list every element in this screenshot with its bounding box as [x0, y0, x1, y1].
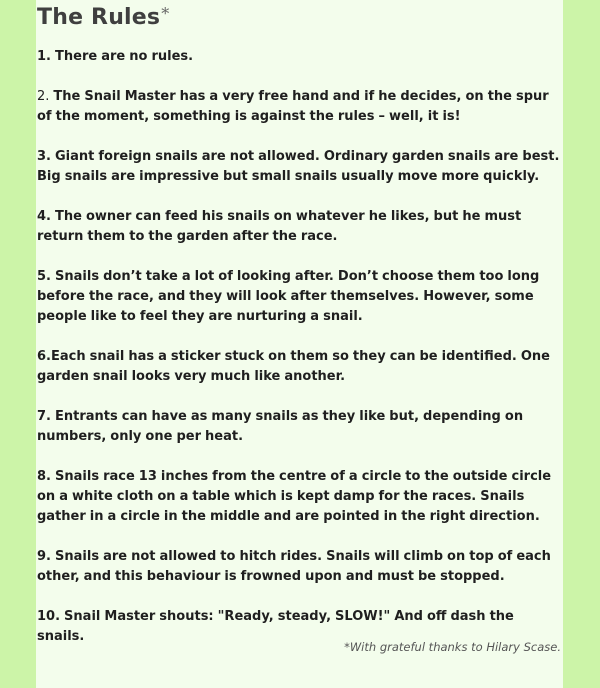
rule-number: 8. [37, 469, 51, 484]
rule-item [36, 47, 562, 67]
rule-item [36, 547, 562, 587]
rule-item [36, 147, 562, 187]
rule-number: 4. [37, 209, 51, 224]
rule-text: The owner can feed his snails on whatever he likes, but he must return them to the garden after the race. [37, 209, 522, 244]
rule-text: Each snail has a sticker stuck on them so they can be identified. One garden snail looks very much like another. [37, 349, 550, 384]
rule-number: 2. [37, 89, 50, 104]
rule-text: The Snail Master has a very free hand and if he decides, on the spur of the moment, something is against the rules – well, it is! [37, 89, 549, 124]
rule-item [36, 407, 562, 447]
rule-text: Giant foreign snails are not allowed. Ordinary garden snails are best. Big snails are impressive but small snails usually move more quickly. [37, 149, 560, 184]
rule-item [36, 267, 562, 327]
page-title: The Rules [37, 5, 161, 30]
rule-item [36, 467, 562, 527]
rule-text: Snails are not allowed to hitch rides. Snails will climb on top of each other, and this behaviour is frowned upon and must be stopped. [37, 549, 551, 584]
rules-panel [36, 0, 563, 688]
title-row [37, 4, 563, 32]
rule-number: 9. [37, 549, 51, 564]
rule-number: 1. [37, 49, 51, 64]
rule-number: 5. [37, 269, 51, 284]
rule-number: 3. [37, 149, 51, 164]
title-asterisk: * [161, 4, 170, 23]
rule-text: Entrants can have as many snails as they like but, depending on numbers, only one per heat. [37, 409, 524, 444]
rule-item [36, 87, 562, 127]
rule-number: 6. [37, 349, 51, 364]
rule-item [36, 347, 562, 387]
rules-list [36, 47, 563, 647]
rule-number: 10. [37, 609, 61, 624]
rule-text: Snail Master shouts: "Ready, steady, SLOW!" And off dash the snails. [37, 609, 514, 644]
rule-text: Snails don’t take a lot of looking after. Don’t choose them too long before the race, and they will look after themselves. However, some people like to feel they are nurturing a snail. [37, 269, 540, 324]
rule-item [36, 207, 562, 247]
credit-note: *With grateful thanks to Hilary Scase. [344, 640, 561, 654]
rule-number: 7. [37, 409, 51, 424]
rule-text: Snails race 13 inches from the centre of a circle to the outside circle on a white cloth on a table which is kept damp for the races. Snails gather in a circle in the middle and are pointed in the right direction. [37, 469, 552, 524]
rule-text: There are no rules. [50, 49, 194, 64]
